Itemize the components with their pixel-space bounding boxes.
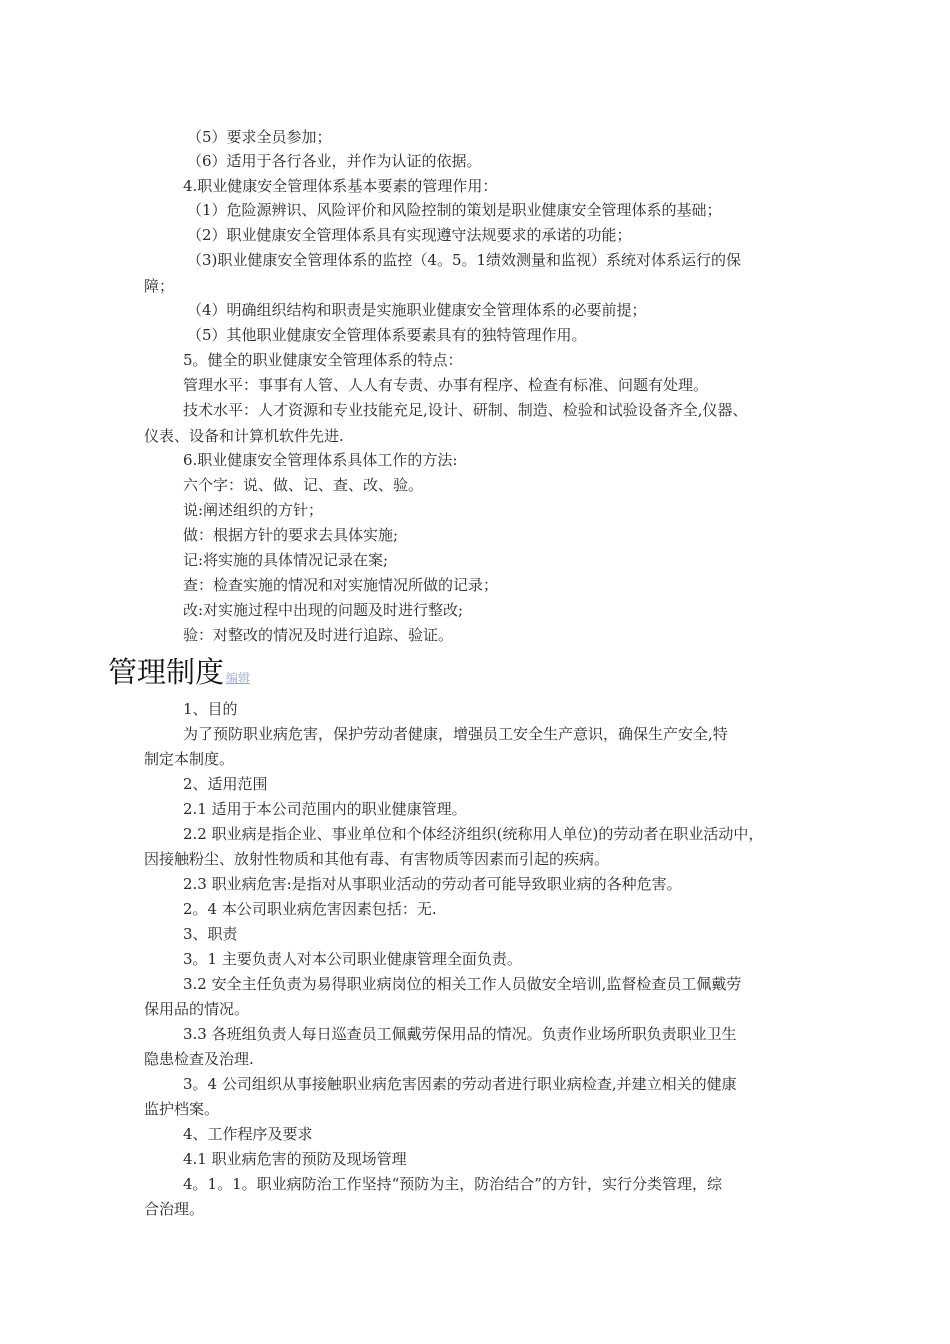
text-line: 因接触粉尘、放射性物质和其他有毒、有害物质等因素而引起的疾病。 <box>144 850 610 868</box>
text-line: 做：根据方针的要求去具体实施; <box>183 526 399 544</box>
text-line: 保用品的情况。 <box>144 1000 250 1018</box>
text-line: 隐患检查及治理. <box>144 1050 254 1068</box>
text-line: 六个字：说、做、记、查、改、验。 <box>183 476 424 494</box>
text-line: 为了预防职业病危害，保护劳动者健康，增强员工安全生产意识，确保生产安全,特 <box>183 725 728 743</box>
text-line: 3.3 各班组负责人每日巡查员工佩戴劳保用品的情况。负责作业场所职负责职业卫生 <box>183 1025 737 1043</box>
text-line: 2.2 职业病是指企业、事业单位和个体经济组织(统称用人单位)的劳动者在职业活动中， <box>183 825 764 843</box>
text-line: （2）职业健康安全管理体系具有实现遵守法规要求的承诺的功能； <box>187 226 632 244</box>
text-line: 记:将实施的具体情况记录在案; <box>183 551 389 569</box>
edit-link[interactable]: 编辑 <box>226 671 251 685</box>
text-line: （4）明确组织结构和职责是实施职业健康安全管理体系的必要前提； <box>187 301 647 319</box>
text-line: 合治理。 <box>144 1200 205 1218</box>
text-line: 制定本制度。 <box>144 750 235 768</box>
text-line: 障； <box>144 277 175 295</box>
text-line: 监护档案。 <box>144 1100 220 1118</box>
text-line: 改:对实施过程中出现的问题及时进行整改; <box>183 601 464 619</box>
text-line: （5）要求全员参加； <box>187 128 332 146</box>
text-line: 4、工作程序及要求 <box>183 1125 313 1143</box>
text-line: （3)职业健康安全管理体系的监控（4。5。1绩效测量和监视）系统对体系运行的保 <box>187 251 742 269</box>
text-line: 仪表、设备和计算机软件先进. <box>144 427 344 445</box>
text-line: 管理水平：事事有人管、人人有专责、办事有程序、检查有标准、问题有处理。 <box>183 376 709 394</box>
text-line: 技术水平：人才资源和专业技能充足,设计、研制、制造、检验和试验设备齐全,仪器、 <box>183 401 748 419</box>
text-line: 5。健全的职业健康安全管理体系的特点： <box>183 351 463 369</box>
text-line: 4.1 职业病危害的预防及现场管理 <box>183 1150 407 1168</box>
text-line: 说:阐述组织的方针； <box>183 501 324 519</box>
text-line: 1、目的 <box>183 700 238 718</box>
text-line: 6.职业健康安全管理体系具体工作的方法: <box>183 451 458 469</box>
text-line: 2.1 适用于本公司范围内的职业健康管理。 <box>183 800 467 818</box>
text-line: （6）适用于各行各业，并作为认证的依据。 <box>187 152 482 170</box>
text-line: 验：对整改的情况及时进行追踪、验证。 <box>183 626 454 644</box>
section-title: 管理制度 <box>108 655 225 689</box>
text-line: 3。4 公司组织从事接触职业病危害因素的劳动者进行职业病检查,并建立相关的健康 <box>183 1075 737 1093</box>
text-line: 4。1。1。职业病防治工作坚持“预防为主，防治结合”的方针，实行分类管理，综 <box>183 1175 722 1193</box>
text-line: （1）危险源辨识、风险评价和风险控制的策划是职业健康安全管理体系的基础； <box>187 201 722 219</box>
section-heading <box>108 652 250 698</box>
text-line: （5）其他职业健康安全管理体系要素具有的独特管理作用。 <box>187 326 587 344</box>
text-line: 2.3 职业病危害:是指对从事职业活动的劳动者可能导致职业病的各种危害。 <box>183 875 682 893</box>
text-line: 3。1 主要负责人对本公司职业健康管理全面负责。 <box>183 950 522 968</box>
text-line: 2、适用范围 <box>183 775 268 793</box>
text-line: 2。4 本公司职业病危害因素包括：无. <box>183 900 437 918</box>
text-line: 3、职责 <box>183 925 238 943</box>
text-line: 4.职业健康安全管理体系基本要素的管理作用： <box>183 177 498 195</box>
text-line: 3.2 安全主任负责为易得职业病岗位的相关工作人员做安全培训,监督检查员工佩戴劳 <box>183 975 742 993</box>
text-line: 查：检查实施的情况和对实施情况所做的记录； <box>183 576 499 594</box>
